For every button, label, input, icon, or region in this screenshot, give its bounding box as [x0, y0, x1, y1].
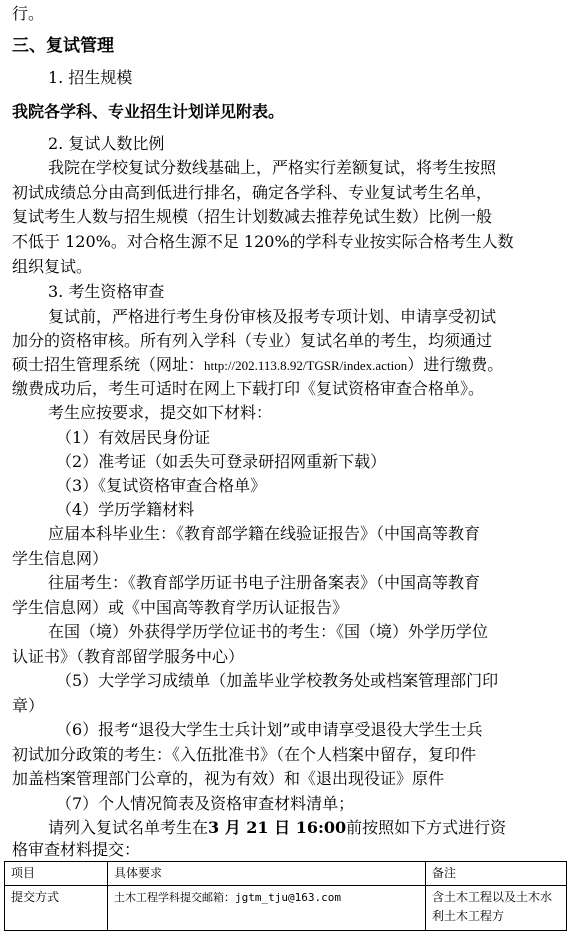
paragraph-line: 章）: [12, 696, 45, 715]
paragraph-line: 初试加分政策的考生：《入伍批准书》（在个人档案中留存，复印件: [12, 745, 477, 764]
paragraph-line: 格审查材料提交：: [12, 840, 141, 859]
paragraph-line: 我院在学校复试分数线基础上，严格实行差额复试，将考生按照: [48, 158, 497, 177]
table-cell: 土木工程学科提交邮箱：jgtm_tju@163.com: [108, 886, 426, 931]
paragraph-line: 应届本科毕业生：《教育部学籍在线验证报告》（中国高等教育: [48, 524, 481, 543]
paragraph-line: 加盖档案管理部门公章的，视为有效）和《退出现役证》原件: [12, 769, 445, 788]
table-cell: 含土木工程以及土木水利土木工程方: [426, 886, 567, 931]
table-row: [5, 886, 567, 931]
list-item: （7）个人情况简表及资格审查材料清单；: [56, 794, 355, 813]
list-item: （3）《复试资格审查合格单》: [56, 476, 267, 495]
line-text: 硕士招生管理系统（网址：: [12, 355, 205, 374]
paragraph-line: 复试考生人数与招生规模（招生计划数减去推荐免试生数）比例一般: [12, 207, 493, 226]
line-text: ）进行缴费。: [407, 355, 504, 374]
subheading: 3. 考生资格审查: [48, 282, 165, 301]
paragraph-line: 学生信息网）: [12, 549, 109, 568]
subheading: 1. 招生规模: [48, 68, 133, 87]
paragraph-line: 加分的资格审核。所有列入学科（专业）复试名单的考生，均须通过: [12, 331, 493, 350]
list-item: （2）准考证（如丢失可登录研招网重新下载）: [56, 452, 387, 471]
paragraph-line: 往届考生：《教育部学历证书电子注册备案表》（中国高等教育: [48, 573, 481, 592]
paragraph-line: 行。: [12, 4, 45, 23]
table-header-cell: 项目: [5, 862, 108, 886]
paragraph-line: 学生信息网）或《中国高等教育学历认证报告》: [12, 598, 349, 617]
paragraph-line: [12, 353, 564, 378]
list-item: （1）有效居民身份证: [56, 428, 211, 447]
paragraph-line: 缴费成功后，考生可适时在网上下载打印《复试资格审查合格单》。: [12, 379, 485, 398]
paragraph-line: 在国（境）外获得学历学位证书的考生：《国（境）外学历学位: [48, 622, 489, 641]
subheading: 2. 复试人数比例: [48, 134, 165, 153]
bold-paragraph: 我院各学科、专业招生计划详见附表。: [12, 102, 285, 121]
table-header-cell: 备注: [426, 862, 567, 886]
line-text: 前按照如下方式进行资: [346, 818, 507, 837]
table-header-row: [5, 862, 567, 886]
paragraph-line: 组织复试。: [12, 257, 93, 276]
system-url: http://202.113.8.92/TGSR/index.action: [204, 358, 408, 373]
section-heading: 三、复试管理: [12, 36, 114, 56]
paragraph-line: 复试前，严格进行考生身份审核及报考专项计划、申请享受初试: [48, 307, 497, 326]
paragraph-line: 考生应按要求，提交如下材料：: [48, 403, 273, 422]
list-item: （5）大学学习成绩单（加盖毕业学校教务处或档案管理部门印: [56, 671, 499, 690]
line-text: 请列入复试名单考生在: [48, 818, 209, 837]
submission-table: [4, 861, 567, 931]
paragraph-line: 初试成绩总分由高到低进行排名，确定各学科、专业复试考生名单，: [12, 183, 493, 202]
list-item: （4）学历学籍材料: [56, 500, 195, 519]
table-cell: 提交方式: [5, 886, 108, 931]
deadline-text: 3 月 21 日 16:00: [208, 818, 347, 837]
paragraph-line: 不低于 120%。对合格生源不足 120%的学科专业按实际合格考生人数: [12, 232, 514, 251]
table-header-cell: 具体要求: [108, 862, 426, 886]
list-item: （6）报考“退役大学生士兵计划”或申请享受退役大学生士兵: [56, 720, 483, 739]
paragraph-line: 认证书》（教育部留学服务中心）: [12, 647, 245, 666]
paragraph-line: [48, 816, 564, 840]
